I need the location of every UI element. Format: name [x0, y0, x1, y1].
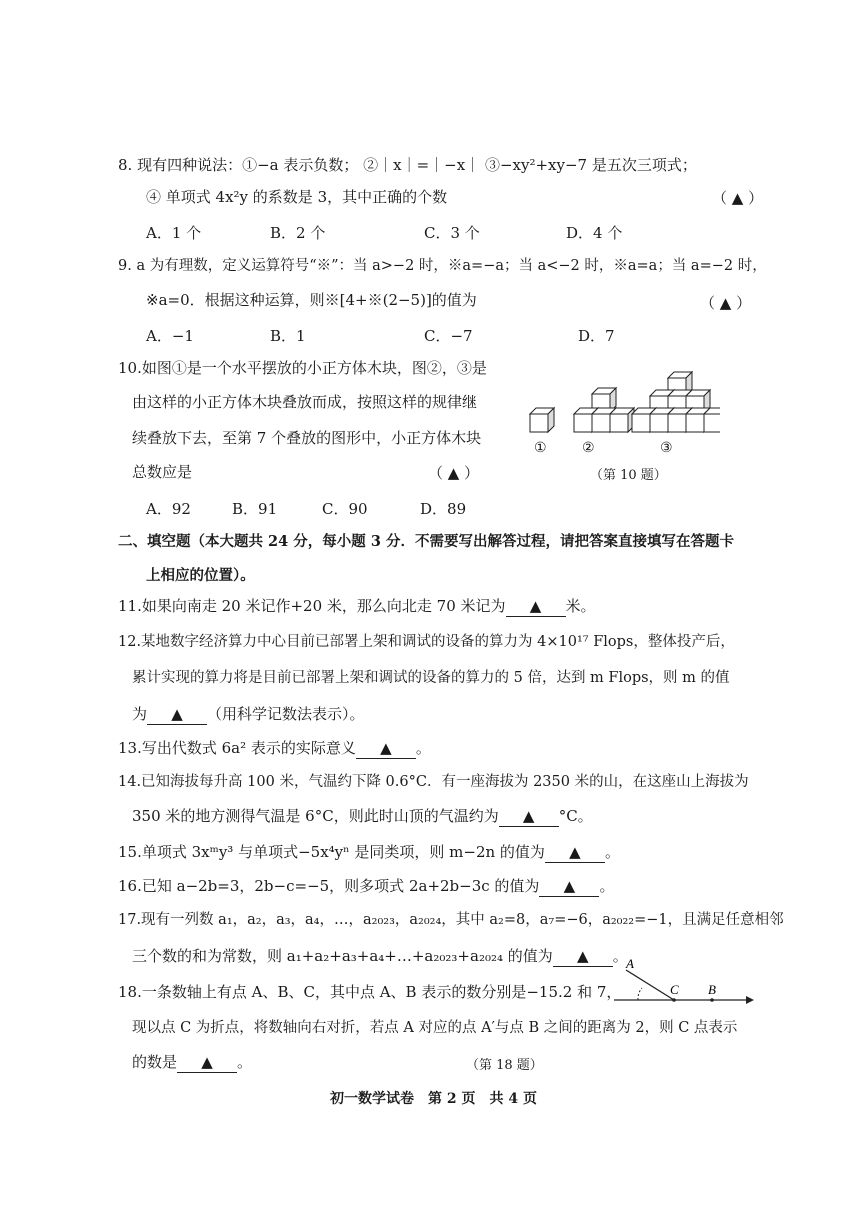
- q15-line: [118, 842, 620, 863]
- section2-header-line1: 二、填空题（本大题共 24 分，每小题 3 分．不需要写出解答过程，请把答案直接填写在答题卡: [118, 533, 734, 550]
- q15-text: 15.单项式 3xᵐy³ 与单项式−5x⁴yⁿ 是同类项，则 m−2n 的值为: [118, 843, 545, 861]
- q10-line4: 总数应是: [132, 463, 193, 481]
- q11-text: 11.如果向南走 20 米记作+20 米，那么向北走 70 米记为: [118, 597, 506, 615]
- q10-line2: 由这样的小正方体木块叠放而成，按照这样的规律继: [132, 393, 478, 411]
- q9-line2: ※a=0．根据这种运算，则※[4+※(2−5)]的值为: [146, 291, 477, 309]
- q18-figure-caption: （第 18 题）: [466, 1058, 543, 1073]
- q10-option-a: A．92: [146, 500, 191, 518]
- q8-option-b: B．2 个: [270, 224, 326, 242]
- q10-answer: （ ▲ ）: [428, 464, 480, 482]
- q16-line: [118, 876, 614, 897]
- q14-suffix: °C。: [558, 807, 593, 825]
- q18-prefix: 的数是: [132, 1053, 178, 1071]
- q17-text: 三个数的和为常数，则 a₁+a₂+a₃+a₄+…+a₂₀₂₃+a₂₀₂₄ 的值为: [132, 947, 553, 965]
- figure-3-cubes: [632, 372, 720, 432]
- fold-arc: [638, 988, 642, 1000]
- page-footer: 初一数学试卷 第 2 页 共 4 页: [330, 1091, 537, 1107]
- figure-2-cubes: [574, 388, 634, 432]
- q18-answer-blank: ▲: [177, 1052, 237, 1073]
- q18-line1: 18.一条数轴上有点 A、B、C，其中点 A、B 表示的数分别是−15.2 和 7，: [118, 983, 622, 1001]
- label-b: B: [708, 982, 716, 997]
- q13-line: [118, 738, 431, 759]
- q10-option-b: B．91: [232, 500, 278, 518]
- q10-line1: 10.如图①是一个水平摆放的小正方体木块，图②，③是: [118, 359, 487, 377]
- q10-figure-label-1: ①: [534, 440, 547, 456]
- q9-option-b: B．1: [270, 327, 306, 345]
- q17-line2: [132, 946, 628, 967]
- q14-text: 350 米的地方测得气温是 6°C，则此时山顶的气温约为: [132, 807, 499, 825]
- q18-line3: [132, 1052, 252, 1073]
- q14-line2: [132, 806, 593, 827]
- q8-line1: 8. 现有四种说法：①−a 表示负数； ②｜x｜=｜−x｜ ③−xy²+xy−7 是五次三项式；: [118, 156, 697, 174]
- q8-answer: （ ▲ ）: [712, 189, 764, 207]
- q8-option-a: A．1 个: [146, 224, 202, 242]
- q10-option-d: D．89: [420, 500, 467, 518]
- q17-answer-blank: ▲: [553, 946, 613, 967]
- q12-line2: 累计实现的算力将是目前已部署上架和调试的设备的算力的 5 倍，达到 m Flops，则 m 的值: [132, 670, 730, 686]
- q8-option-c: C．3 个: [424, 224, 480, 242]
- q18-number-line-figure: [608, 958, 758, 1008]
- q12-suffix: （用科学记数法表示）。: [207, 705, 365, 723]
- q17-suffix: 。: [612, 947, 628, 965]
- q10-figure-label-3: ③: [660, 440, 673, 456]
- q14-answer-blank: ▲: [499, 806, 559, 827]
- q12-line3: [132, 704, 365, 725]
- q14-line1: 14.已知海拔每升高 100 米，气温约下降 0.6°C．有一座海拔为 2350 米的山，在这座山上海拔为: [118, 774, 749, 790]
- q8-line2: ④ 单项式 4x²y 的系数是 3，其中正确的个数: [146, 188, 448, 206]
- q12-prefix: 为: [132, 705, 148, 723]
- q9-line1: 9. a 为有理数，定义运算符号“※”：当 a>−2 时，※a=−a；当 a<−2 时，※a=a；当 a=−2 时，: [118, 258, 767, 274]
- label-a: A: [626, 958, 634, 971]
- q10-figure-caption: （第 10 题）: [590, 468, 667, 483]
- q16-text: 16.已知 a−2b=3，2b−c=−5，则多项式 2a+2b−3c 的值为: [118, 877, 540, 895]
- q11-line: [118, 596, 596, 617]
- label-c: C: [670, 982, 679, 997]
- point-b: [710, 998, 714, 1002]
- q15-answer-blank: ▲: [545, 842, 605, 863]
- q11-answer-blank: ▲: [506, 596, 566, 617]
- q11-suffix: 米。: [565, 597, 596, 615]
- q13-suffix: 。: [415, 739, 431, 757]
- q9-option-d: D．7: [578, 327, 615, 345]
- arrow-head: [746, 996, 754, 1004]
- folded-segment: [626, 970, 674, 1000]
- section2-header-line2: 上相应的位置）。: [146, 567, 255, 584]
- q10-figure-label-2: ②: [582, 440, 595, 456]
- q18-line2: 现以点 C 为折点，将数轴向右对折，若点 A 对应的点 A′与点 B 之间的距离为 2，则 C 点表示: [132, 1020, 738, 1036]
- q9-option-c: C．−7: [424, 327, 473, 345]
- q12-answer-blank: ▲: [147, 704, 207, 725]
- q13-text: 13.写出代数式 6a² 表示的实际意义: [118, 739, 356, 757]
- q10-cube-figure: [520, 370, 720, 460]
- q17-line1: 17.现有一列数 a₁，a₂，a₃，a₄，…，a₂₀₂₃，a₂₀₂₄，其中 a₂=8，a₇=−6，a₂₀₂₂=−1，且满足任意相邻: [118, 912, 784, 928]
- q15-suffix: 。: [604, 843, 620, 861]
- q16-answer-blank: ▲: [539, 876, 599, 897]
- q9-option-a: A．−1: [146, 327, 194, 345]
- point-c: [672, 998, 676, 1002]
- q8-option-d: D．4 个: [566, 224, 623, 242]
- q12-line1: 12.某地数字经济算力中心目前已部署上架和调试的设备的算力为 4×10¹⁷ Flops，整体投产后，: [118, 634, 735, 650]
- q10-option-c: C．90: [322, 500, 368, 518]
- figure-1-cubes: [530, 408, 554, 432]
- q16-suffix: 。: [599, 877, 615, 895]
- q10-line3: 续叠放下去，至第 7 个叠放的图形中，小正方体木块: [132, 429, 482, 447]
- q18-suffix: 。: [237, 1053, 253, 1071]
- q13-answer-blank: ▲: [356, 738, 416, 759]
- q9-answer: （ ▲ ）: [700, 294, 752, 312]
